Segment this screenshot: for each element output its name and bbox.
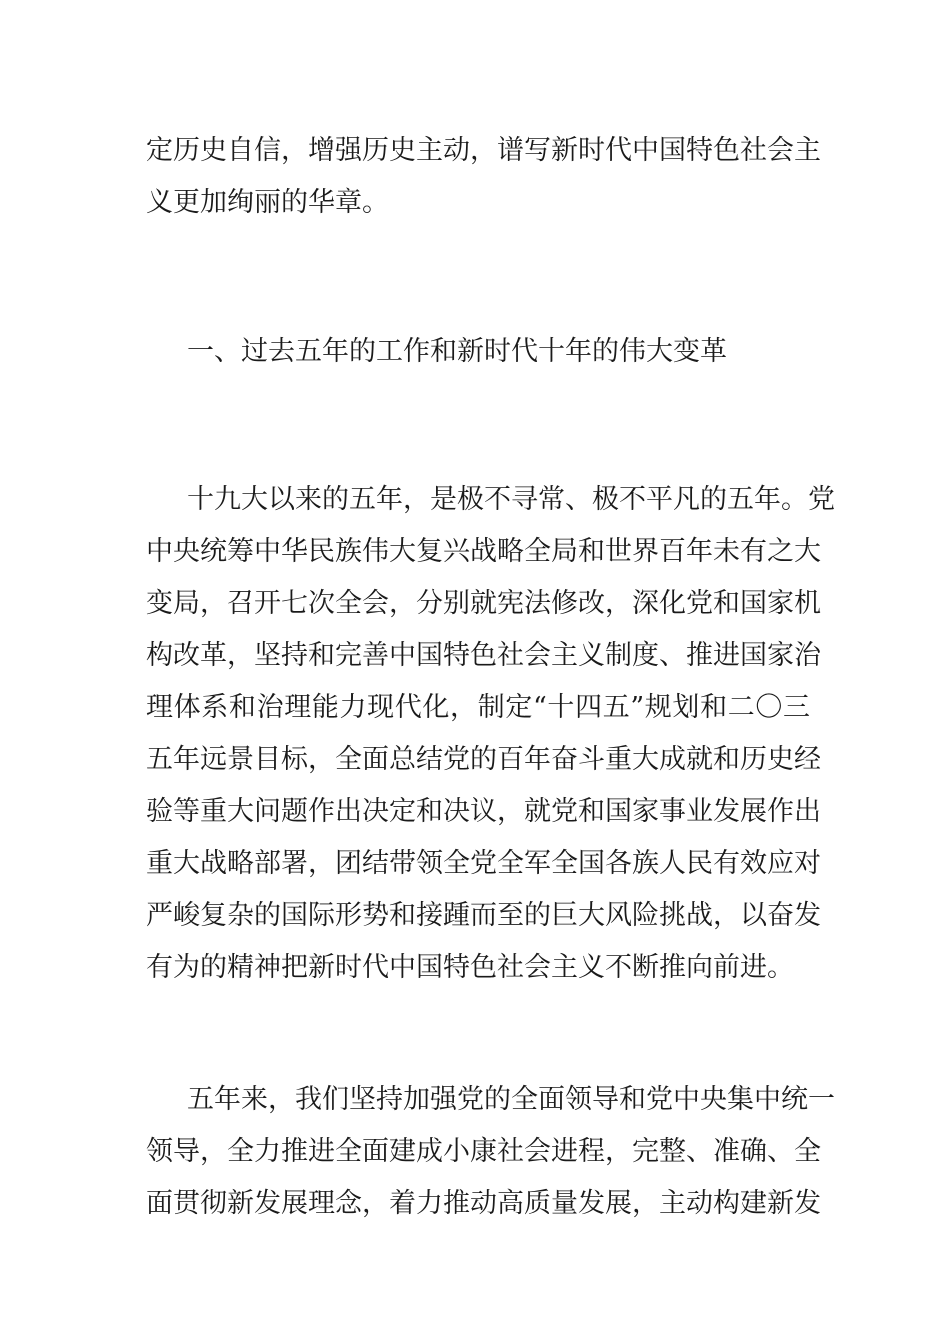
paragraph-line: 严峻复杂的国际形势和接踵而至的巨大风险挑战，以奋发 [146,900,821,931]
section-heading: 一、过去五年的工作和新时代十年的伟大变革 [187,336,727,367]
paragraph-line: 十九大以来的五年，是极不寻常、极不平凡的五年。党 [187,484,835,515]
paragraph-line: 构改革，坚持和完善中国特色社会主义制度、推进国家治 [146,640,821,671]
paragraph-line: 重大战略部署，团结带领全党全军全国各族人民有效应对 [146,848,821,879]
paragraph-line: 五年来，我们坚持加强党的全面领导和党中央集中统一 [187,1084,835,1115]
paragraph-line: 有为的精神把新时代中国特色社会主义不断推向前进。 [146,952,794,983]
paragraph-line: 变局，召开七次全会，分别就宪法修改，深化党和国家机 [146,588,821,619]
paragraph-line: 验等重大问题作出决定和决议，就党和国家事业发展作出 [146,796,821,827]
paragraph-line: 理体系和治理能力现代化，制定“十四五”规划和二〇三 [146,692,810,723]
paragraph-line: 定历史自信，增强历史主动，谱写新时代中国特色社会主 [146,135,821,166]
paragraph-line: 面贯彻新发展理念，着力推动高质量发展，主动构建新发 [146,1188,821,1219]
paragraph-line: 义更加绚丽的华章。 [146,187,389,218]
paragraph-line: 中央统筹中华民族伟大复兴战略全局和世界百年未有之大 [146,536,821,567]
paragraph-line: 五年远景目标，全面总结党的百年奋斗重大成就和历史经 [146,744,821,775]
paragraph-line: 领导，全力推进全面建成小康社会进程，完整、准确、全 [146,1136,821,1167]
